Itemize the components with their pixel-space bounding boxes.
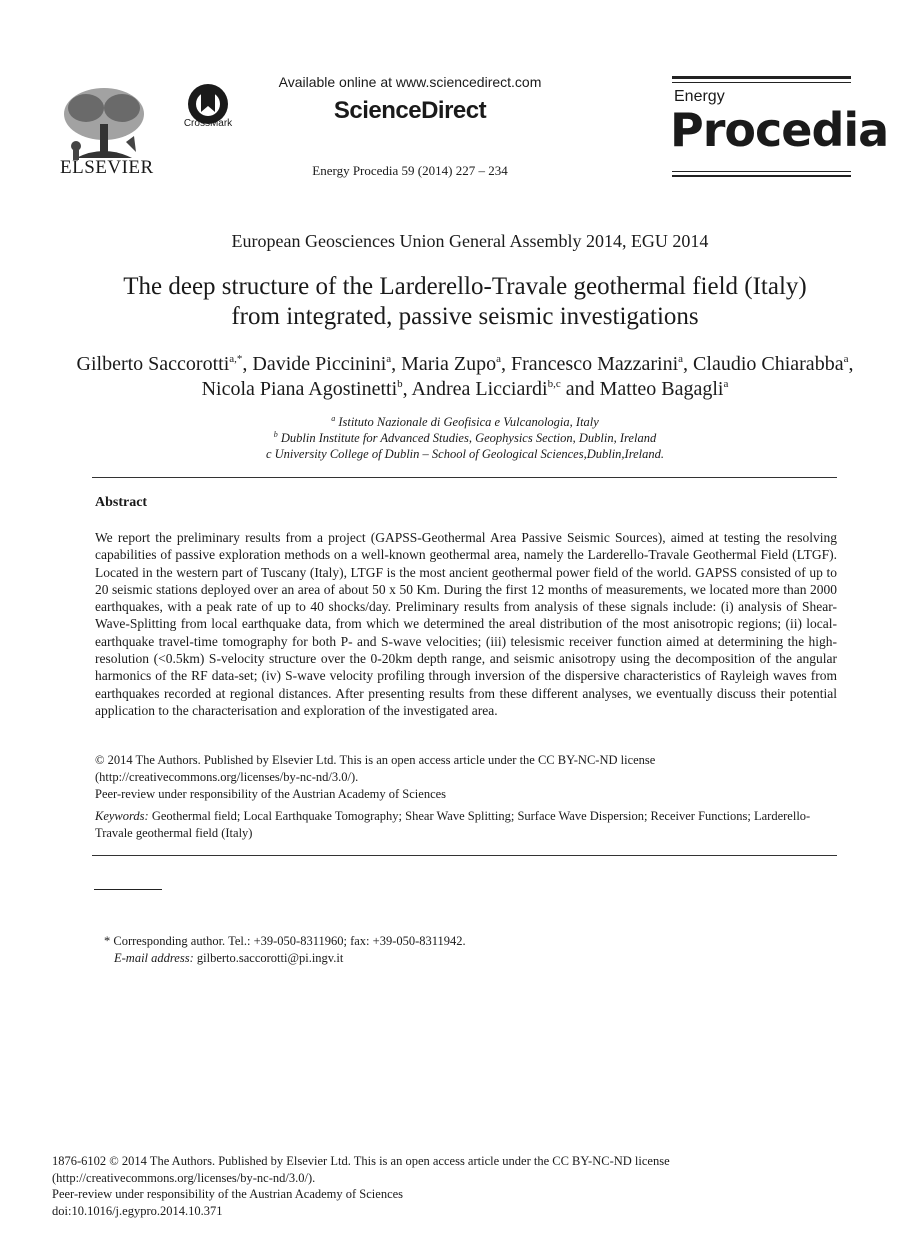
conference-name: European Geosciences Union General Assembly 2014, EGU 2014 <box>231 231 709 251</box>
keywords-label: Keywords: <box>95 809 149 823</box>
keywords-text: Geothermal field; Local Earthquake Tomography; Shear Wave Splitting; Surface Wave Dispersion; Receiver Functions; Larderello-Travale geothermal field (Italy) <box>95 809 811 840</box>
author-name: Maria Zupo <box>401 353 497 375</box>
license-statement: © 2014 The Authors. Published by Elsevier Ltd. This is an open access article under the CC BY-NC-ND license <box>95 753 656 767</box>
license-link[interactable]: (http://creativecommons.org/licenses/by-nc-nd/3.0/). <box>95 770 359 784</box>
footnote-rule <box>94 889 162 890</box>
email-address[interactable]: gilberto.saccorotti@pi.ingv.it <box>193 950 344 965</box>
author-name: Matteo Bagagli <box>599 378 724 400</box>
abstract-text: We report the preliminary results from a project (GAPSS-Geothermal Area Passive Seismic Sources), aimed at testing the resolving capabilities of passive exploration methods on a well-known geothermal area, namely the Larderello-Travale Geothermal Field (LTGF). Located in the western part of Tuscany (Italy), LTGF is the most ancient geothermal power field of the world. GAPSS consisted of up to 20 seismic stations deployed over an area of about 50 x 50 Km. During the first 12 months of measurements, we located more than 2000 earthquakes, with a peak rate of up to 40 shocks/day. Preliminary results from analysis of these signals include: (i) analysis of Shear-Wave-Splitting from local earthquake data, from which we determined the areal distribution of the most anisotropic regions; (ii) local-earthquake travel-time tomography for both P- and S-wave velocities; (iii) telesismic receiver function aimed at determining the high-resolution (<0.5km) S-velocity structure over the 0-20km depth range, and seismic anisotropy using the decomposition of the angular harmonics of the RF data-set; (iv) S-wave velocity profiling through inversion of the dispersive characteristics of Rayleigh waves from earthquakes recorded at regional distances. After presenting results from these different analyses, we eventually discuss their potential application to the characterisation and exploration of the investigated area. <box>95 530 837 718</box>
abstract-heading: Abstract <box>95 495 148 510</box>
journal-logo-rule <box>672 76 851 79</box>
affiliation-line <box>60 430 870 446</box>
section-divider <box>92 855 837 856</box>
journal-logo-rule <box>672 171 851 172</box>
keywords <box>95 808 837 842</box>
issn-license: 1876-6102 © 2014 The Authors. Published by Elsevier Ltd. This is an open access article under the CC BY-NC-ND license <box>52 1154 670 1168</box>
footnote <box>104 933 804 966</box>
author-affiliation-marker: b,c <box>547 378 561 390</box>
author-affiliation-marker: a <box>678 353 684 365</box>
affiliation-list <box>60 414 870 462</box>
affiliation-text: Dublin Institute for Advanced Studies, Geophysics Section, Dublin, Ireland <box>280 431 657 445</box>
corresponding-author: * Corresponding author. Tel.: +39-050-8311960; fax: +39-050-8311942. <box>104 934 466 948</box>
affiliation-text: Istituto Nazionale di Geofisica e Vulcanologia, Italy <box>338 415 599 429</box>
author-affiliation-marker: b <box>397 378 403 390</box>
author-affiliation-marker: a <box>386 353 392 365</box>
author-list: Gilberto Saccorotti$^{a,*}$, Davide Piccinini$^a$, Maria Zupo$^a$, Francesco Mazzarini$^a$, Claudio Chiarabba$^a$, Nicola Piana Agostinetti$^b$, Andrea Licciardi$^{b,c}$ and Matteo Bagagli$^a$ <box>76 353 854 400</box>
journal-logo-procedia: Procedia <box>670 103 889 157</box>
journal-logo-energy: Energy <box>674 88 725 105</box>
doi[interactable]: doi:10.1016/j.egypro.2014.10.371 <box>52 1203 223 1218</box>
journal-logo-rule <box>672 82 851 83</box>
author-name: Davide Piccinini <box>252 353 387 375</box>
footer-peer-review: Peer-review under responsibility of the Austrian Academy of Sciences <box>52 1187 404 1201</box>
email-line <box>104 950 804 967</box>
peer-review-note: Peer-review under responsibility of the Austrian Academy of Sciences <box>95 787 447 801</box>
paper-title-line: The deep structure of the Larderello-Travale geothermal field (Italy) <box>123 273 807 300</box>
affiliation-marker: a <box>331 414 336 423</box>
paper-title <box>60 272 870 332</box>
paper-title-line: from integrated, passive seismic investigations <box>231 303 699 330</box>
affiliation-line <box>60 446 870 462</box>
author-affiliation-marker: a,* <box>229 353 243 365</box>
sciencedirect-logo: ScienceDirect <box>333 97 487 124</box>
section-divider <box>92 477 837 478</box>
crossmark-label: CrossMark <box>183 118 233 129</box>
author-name: Andrea Licciardi <box>411 378 548 400</box>
available-online-text[interactable]: Available online at www.sciencedirect.com <box>278 74 542 90</box>
author-affiliation-marker: a <box>723 378 729 390</box>
author-affiliation-marker: a <box>496 353 502 365</box>
journal-citation: Energy Procedia 59 (2014) 227 – 234 <box>312 163 508 178</box>
author-name: Francesco Mazzarini <box>511 353 679 375</box>
affiliation-text: c University College of Dublin – School of Geological Sciences,Dublin,Ireland. <box>265 447 665 461</box>
footer-license-link[interactable]: (http://creativecommons.org/licenses/by-nc-nd/3.0/). <box>52 1170 316 1185</box>
license-block <box>95 752 837 803</box>
affiliation-line <box>60 414 870 430</box>
email-label: E-mail address: <box>114 950 194 965</box>
author-name: Gilberto Saccorotti <box>76 353 230 375</box>
page-footer <box>52 1153 852 1219</box>
elsevier-wordmark: ELSEVIER <box>60 157 154 178</box>
affiliation-marker: b <box>273 430 278 439</box>
author-name: Claudio Chiarabba <box>693 353 844 375</box>
author-affiliation-marker: a <box>843 353 849 365</box>
author-name: Nicola Piana Agostinetti <box>201 378 398 400</box>
journal-logo-rule <box>672 175 851 177</box>
